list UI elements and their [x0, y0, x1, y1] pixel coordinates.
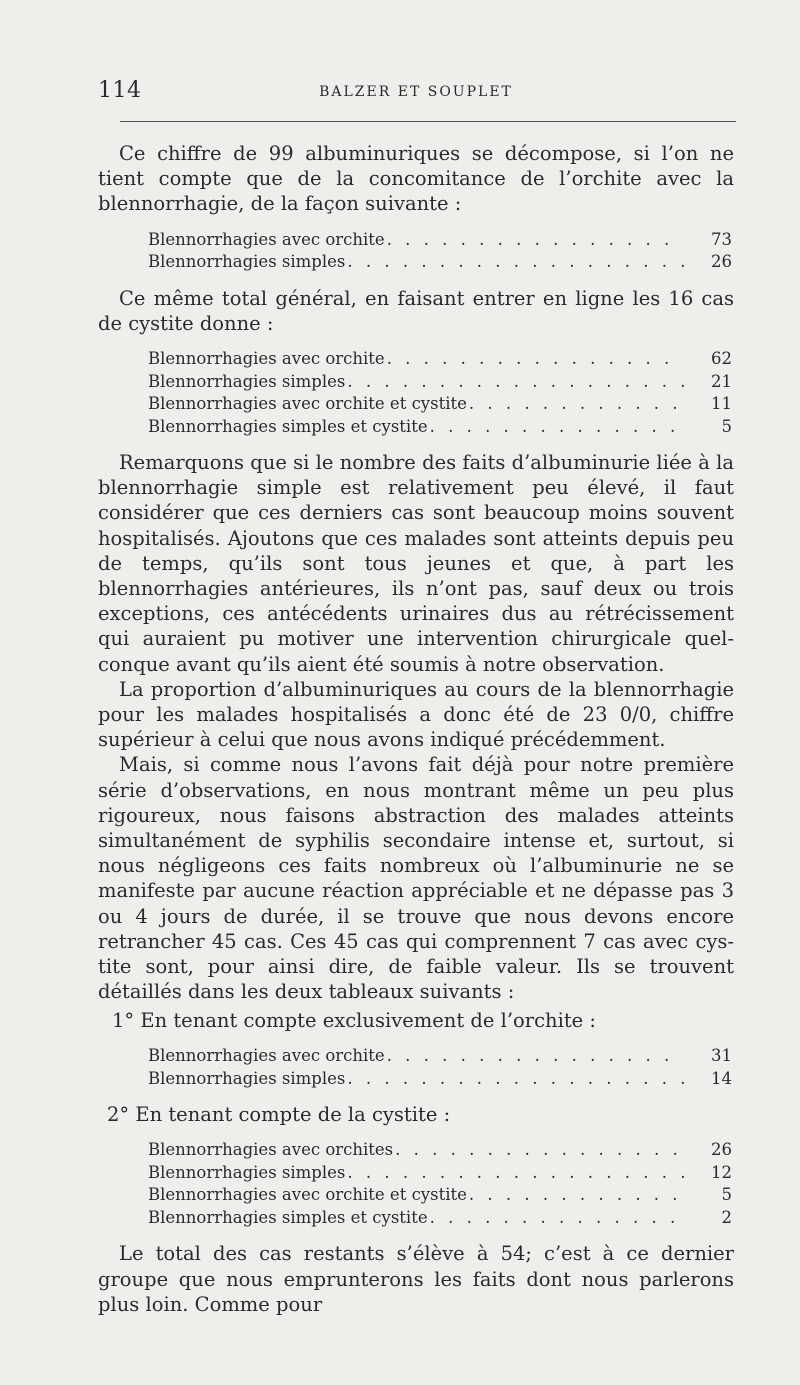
- table-row: [148, 416, 732, 439]
- row-label: Blennorrhagies simples: [148, 252, 346, 272]
- subheading: 2° En tenant compte de la cystite :: [107, 1103, 451, 1127]
- row-value: 5: [721, 1185, 732, 1205]
- dot-leader: [467, 1184, 684, 1207]
- dot-leader: [467, 393, 684, 416]
- row-value: 11: [711, 394, 732, 414]
- count-table: [148, 229, 732, 274]
- count-table: [148, 1045, 732, 1090]
- paragraph: Le total des cas restants s’élève à 54; c’est à ce dernier groupe que nous emprunterons les faits dont nous parlerons plus loin. Comme pour: [98, 1242, 734, 1316]
- dot-leader: [385, 229, 684, 252]
- table-row: [148, 1139, 732, 1162]
- paragraph: La proportion d’albuminuriques au cours de la blennorrhagie pour les malades hospitalisés a donc été de 23 0/0, chiffre supérieur à celui que nous avons indiqué précédemment.: [98, 677, 734, 752]
- table-row: [148, 393, 732, 416]
- dot-leader: [385, 348, 684, 371]
- dot-leader: [345, 1162, 684, 1185]
- row-value: 12: [711, 1162, 732, 1182]
- row-label: Blennorrhagies avec orchite: [148, 349, 385, 369]
- page-number: 114: [98, 78, 142, 103]
- paragraph: Ce chiffre de 99 albuminuriques se décompose, si l’on ne tient compte que de la concomitance de l’orchite avec la blennorrhagie, de la façon suivante :: [98, 142, 734, 216]
- table-row: [148, 371, 732, 394]
- dot-leader: [345, 251, 684, 274]
- row-value: 26: [711, 1140, 732, 1160]
- row-label: Blennorrhagies avec orchites: [148, 1140, 394, 1160]
- row-label: Blennorrhagies avec orchite: [148, 229, 385, 249]
- row-label: Blennorrhagies simples et cystite: [148, 416, 428, 436]
- row-label: Blennorrhagies simples: [148, 371, 346, 391]
- count-table: [148, 348, 732, 438]
- row-label: Blennorrhagies simples et cystite: [148, 1207, 428, 1227]
- table-row: [148, 251, 732, 274]
- paragraph: Mais, si comme nous l’avons fait déjà pour notre première série d’observations, en nous montrant même un peu plus rigoureux, nous faisons abstraction des malades atteints simultanément de syphilis secondaire intense et, surtout, si nous négligeons ces faits nombreux où l’albuminurie ne se manifeste par aucune réaction appréciable et ne dépasse pas 3 ou 4 jours de durée, il se trouve que nous devons encore retrancher 45 cas. Ces 45 cas qui comprennent 7 cas avec cystite sont, pour ainsi dire, de faible valeur. Ils se trouvent détaillés dans les deux tableaux suivants :: [98, 753, 734, 1004]
- row-label: Blennorrhagies avec orchite et cystite: [148, 1185, 467, 1205]
- table-row: [148, 229, 732, 252]
- row-label: Blennorrhagies simples: [148, 1068, 346, 1088]
- table-row: [148, 1068, 732, 1091]
- paragraph: Remarquons que si le nombre des faits d’albuminurie liée à la blennorrhagie simple est relativement peu élevé, il faut considérer que ces derniers cas sont beaucoup moins souvent hospitalisés. Ajoutons que ces malades sont atteints depuis peu de temps, qu’ils sont tous jeunes et que, à part les blennorrhagies antérieures, ils n’ont pas, sauf deux ou trois exceptions, ces antécédents urinaires dus au rétrécissement qui auraient pu motiver une intervention chirurgicale quelconque avant qu’ils aient été soumis à notre observation.: [98, 451, 734, 676]
- dot-leader: [385, 1045, 684, 1068]
- row-label: Blennorrhagies avec orchite et cystite: [148, 394, 467, 414]
- dot-leader: [345, 371, 684, 394]
- page-header: [98, 78, 734, 108]
- row-value: 2: [721, 1207, 732, 1227]
- row-value: 14: [711, 1068, 732, 1088]
- row-value: 62: [711, 349, 732, 369]
- row-label: Blennorrhagies simples: [148, 1162, 346, 1182]
- dot-leader: [345, 1068, 684, 1091]
- dot-leader: [393, 1139, 684, 1162]
- table-row: [148, 1045, 732, 1068]
- row-label: Blennorrhagies avec orchite: [148, 1046, 385, 1066]
- dot-leader: [428, 1207, 684, 1230]
- row-value: 31: [711, 1046, 732, 1066]
- dot-leader: [428, 416, 684, 439]
- row-value: 26: [711, 252, 732, 272]
- row-value: 73: [711, 229, 732, 249]
- row-value: 21: [711, 371, 732, 391]
- table-row: [148, 1184, 732, 1207]
- body-text: [98, 141, 734, 1317]
- count-table: [148, 1139, 732, 1229]
- row-value: 5: [721, 416, 732, 436]
- table-row: [148, 348, 732, 371]
- running-head: BALZER ET SOUPLET: [319, 84, 513, 100]
- table-row: [148, 1207, 732, 1230]
- subheading: 1° En tenant compte exclusivement de l’orchite :: [112, 1009, 596, 1033]
- paragraph: Ce même total général, en faisant entrer en ligne les 16 cas de cystite donne :: [98, 286, 734, 335]
- table-row: [148, 1162, 732, 1185]
- header-rule: [120, 121, 736, 122]
